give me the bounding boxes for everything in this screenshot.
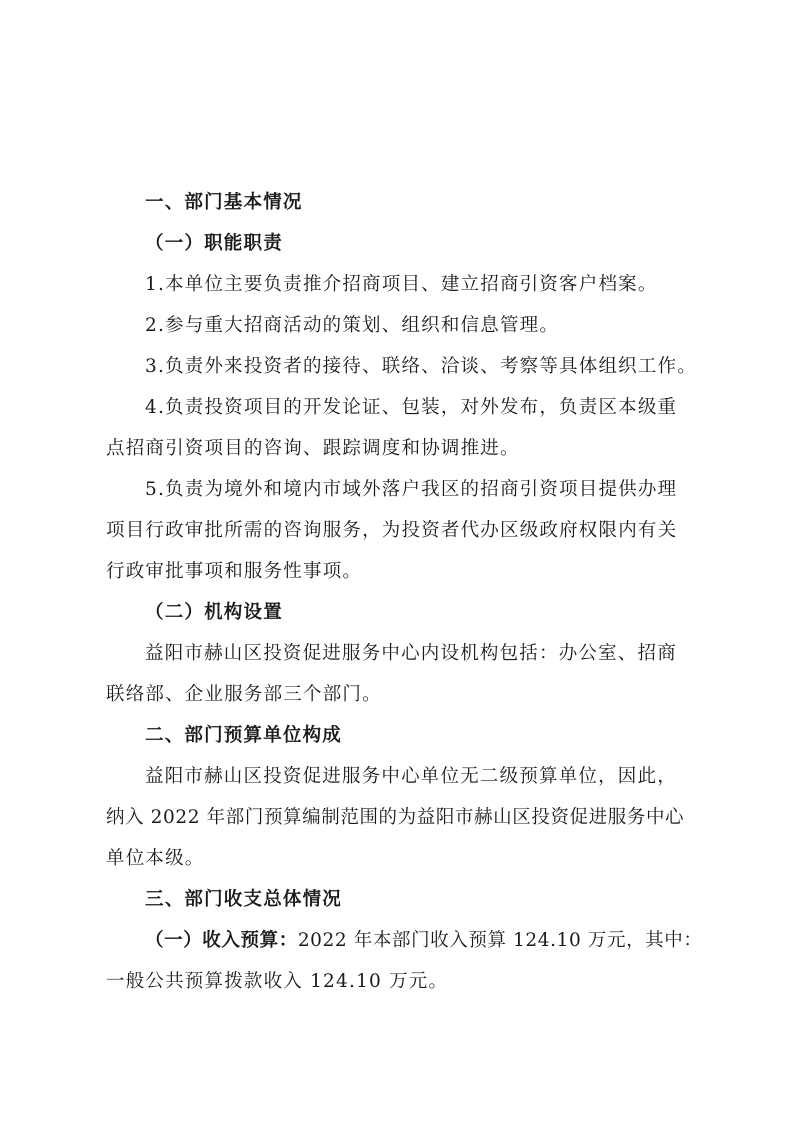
units-paragraph-line-1: 益阳市赫山区投资促进服务中心单位无二级预算单位，因此， [145,766,677,787]
org-paragraph-line-2: 联络部、企业服务部三个部门。 [106,684,382,705]
duty-item-5-line-3: 行政审批事项和服务性事项。 [106,561,363,582]
org-paragraph-line-1: 益阳市赫山区投资促进服务中心内设机构包括：办公室、招商 [145,643,677,664]
duty-item-2: 2.参与重大招商活动的策划、组织和信息管理。 [145,315,560,336]
duty-item-4-line-1: 4.负责投资项目的开发论证、包装，对外发布，负责区本级重 [145,397,678,418]
units-paragraph-line-2: 纳入 2022 年部门预算编制范围的为益阳市赫山区投资促进服务中心 [106,807,685,828]
duty-item-1: 1.本单位主要负责推介招商项目、建立招商引资客户档案。 [145,274,658,295]
section-1-heading: 一、部门基本情况 [145,192,303,213]
income-paragraph-line-1 [145,927,702,955]
income-label: （一）收入预算： [145,930,298,951]
duty-item-3: 3.负责外来投资者的接待、联络、洽谈、考察等具体组织工作。 [145,356,697,377]
duty-item-5-line-1: 5.负责为境外和境内市域外落户我区的招商引资项目提供办理 [145,479,678,500]
section-3-heading: 三、部门收支总体情况 [145,889,343,910]
subsection-duties-heading: （一）职能职责 [145,233,283,254]
subsection-org-heading: （二）机构设置 [145,602,283,623]
income-paragraph-line-2: 一般公共预算拨款收入 124.10 万元。 [106,971,449,992]
section-2-heading: 二、部门预算单位构成 [145,725,343,746]
units-paragraph-line-3: 单位本级。 [106,848,205,869]
duty-item-5-line-2: 项目行政审批所需的咨询服务，为投资者代办区级政府权限内有关 [106,520,678,541]
duty-item-4-line-2: 点招商引资项目的咨询、跟踪调度和协调推进。 [106,438,520,459]
income-text: 2022 年本部门收入预算 124.10 万元，其中： [297,930,703,951]
